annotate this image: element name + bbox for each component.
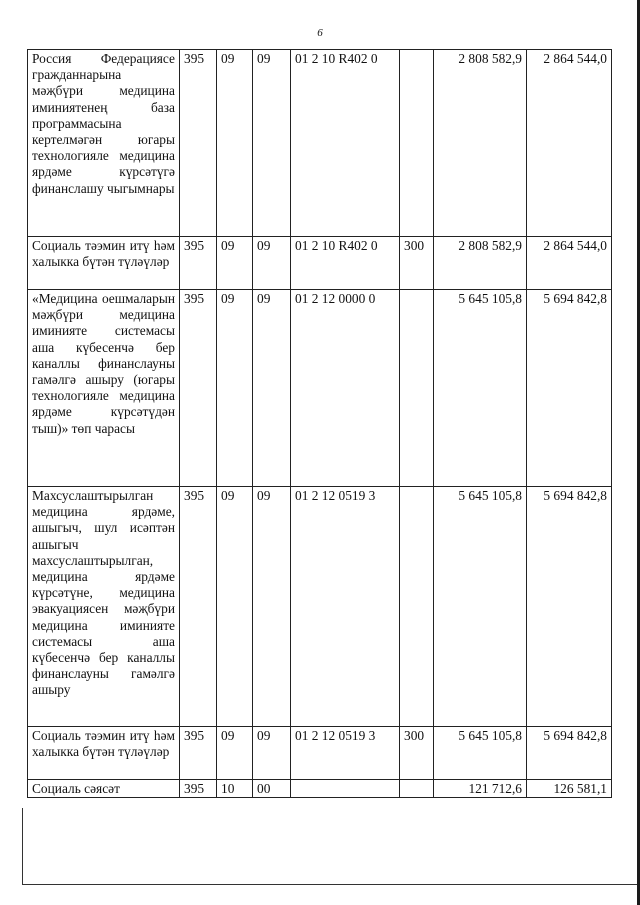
- ministry-code: 395: [180, 237, 217, 290]
- expense-type-code: [400, 780, 434, 798]
- section-code: 09: [217, 290, 253, 487]
- table-row: [28, 487, 612, 727]
- expense-type-code: [400, 487, 434, 727]
- subsection-code: 09: [253, 290, 291, 487]
- expense-type-code: [400, 50, 434, 237]
- row-name: Махсуслаштырылган медицина ярдәме, ашыгыч, шул исәптән ашыгыч махсуслаштырылган, медицина ярдәме күрсәтүне, медицина эвакуациясен мәҗбүри медицина иминияте системасы аша күбесенчә бер каналлы финанслауны гамәлгә ашыру: [28, 487, 180, 727]
- subsection-code: 00: [253, 780, 291, 798]
- row-name: Социаль сәясәт: [28, 780, 180, 798]
- ministry-code: 395: [180, 290, 217, 487]
- ministry-code: 395: [180, 487, 217, 727]
- target-code: 01 2 12 0519 3: [291, 727, 400, 780]
- subsection-code: 09: [253, 237, 291, 290]
- sum-b: 126 581,1: [527, 780, 612, 798]
- sum-a: 5 645 105,8: [434, 487, 527, 727]
- subsection-code: 09: [253, 487, 291, 727]
- budget-table: [27, 49, 612, 798]
- page-number: 6: [317, 27, 323, 39]
- row-name: Социаль тәэмин итү һәм халыкка бүтән түләүләр: [28, 727, 180, 780]
- section-code: 10: [217, 780, 253, 798]
- target-code: 01 2 12 0519 3: [291, 487, 400, 727]
- scan-frame-left: [22, 808, 23, 884]
- section-code: 09: [217, 50, 253, 237]
- row-name: «Медицина оешмаларын мәҗбүри медицина иминияте системасы аша күбесенчә бер каналлы финанслауны гамәлгә ашыру (югары технологияле медицина ярдәме күрсәтүдән тыш)» төп чарасы: [28, 290, 180, 487]
- sum-b: 5 694 842,8: [527, 487, 612, 727]
- row-name: Россия Федерациясе гражданнарына мәҗбүри медицина иминиятенең база программасына кертелмәгән югары технологияле медицина ярдәме күрсәтүгә финанслашу чыгымнары: [28, 50, 180, 237]
- table-row: [28, 50, 612, 237]
- table-row: [28, 780, 612, 798]
- row-name: Социаль тәэмин итү һәм халыкка бүтән түләүләр: [28, 237, 180, 290]
- sum-a: 5 645 105,8: [434, 727, 527, 780]
- subsection-code: 09: [253, 727, 291, 780]
- sum-a: 2 808 582,9: [434, 50, 527, 237]
- sum-b: 5 694 842,8: [527, 727, 612, 780]
- scan-frame-bottom: [22, 884, 640, 885]
- section-code: 09: [217, 487, 253, 727]
- ministry-code: 395: [180, 50, 217, 237]
- sum-a: 5 645 105,8: [434, 290, 527, 487]
- expense-type-code: 300: [400, 727, 434, 780]
- section-code: 09: [217, 237, 253, 290]
- table-row: [28, 237, 612, 290]
- section-code: 09: [217, 727, 253, 780]
- target-code: [291, 780, 400, 798]
- sum-a: 121 712,6: [434, 780, 527, 798]
- sum-b: 2 864 544,0: [527, 237, 612, 290]
- target-code: 01 2 12 0000 0: [291, 290, 400, 487]
- table-row: [28, 290, 612, 487]
- sum-b: 5 694 842,8: [527, 290, 612, 487]
- ministry-code: 395: [180, 780, 217, 798]
- expense-type-code: [400, 290, 434, 487]
- table-row: [28, 727, 612, 780]
- sum-b: 2 864 544,0: [527, 50, 612, 237]
- target-code: 01 2 10 R402 0: [291, 237, 400, 290]
- expense-type-code: 300: [400, 237, 434, 290]
- ministry-code: 395: [180, 727, 217, 780]
- subsection-code: 09: [253, 50, 291, 237]
- sum-a: 2 808 582,9: [434, 237, 527, 290]
- target-code: 01 2 10 R402 0: [291, 50, 400, 237]
